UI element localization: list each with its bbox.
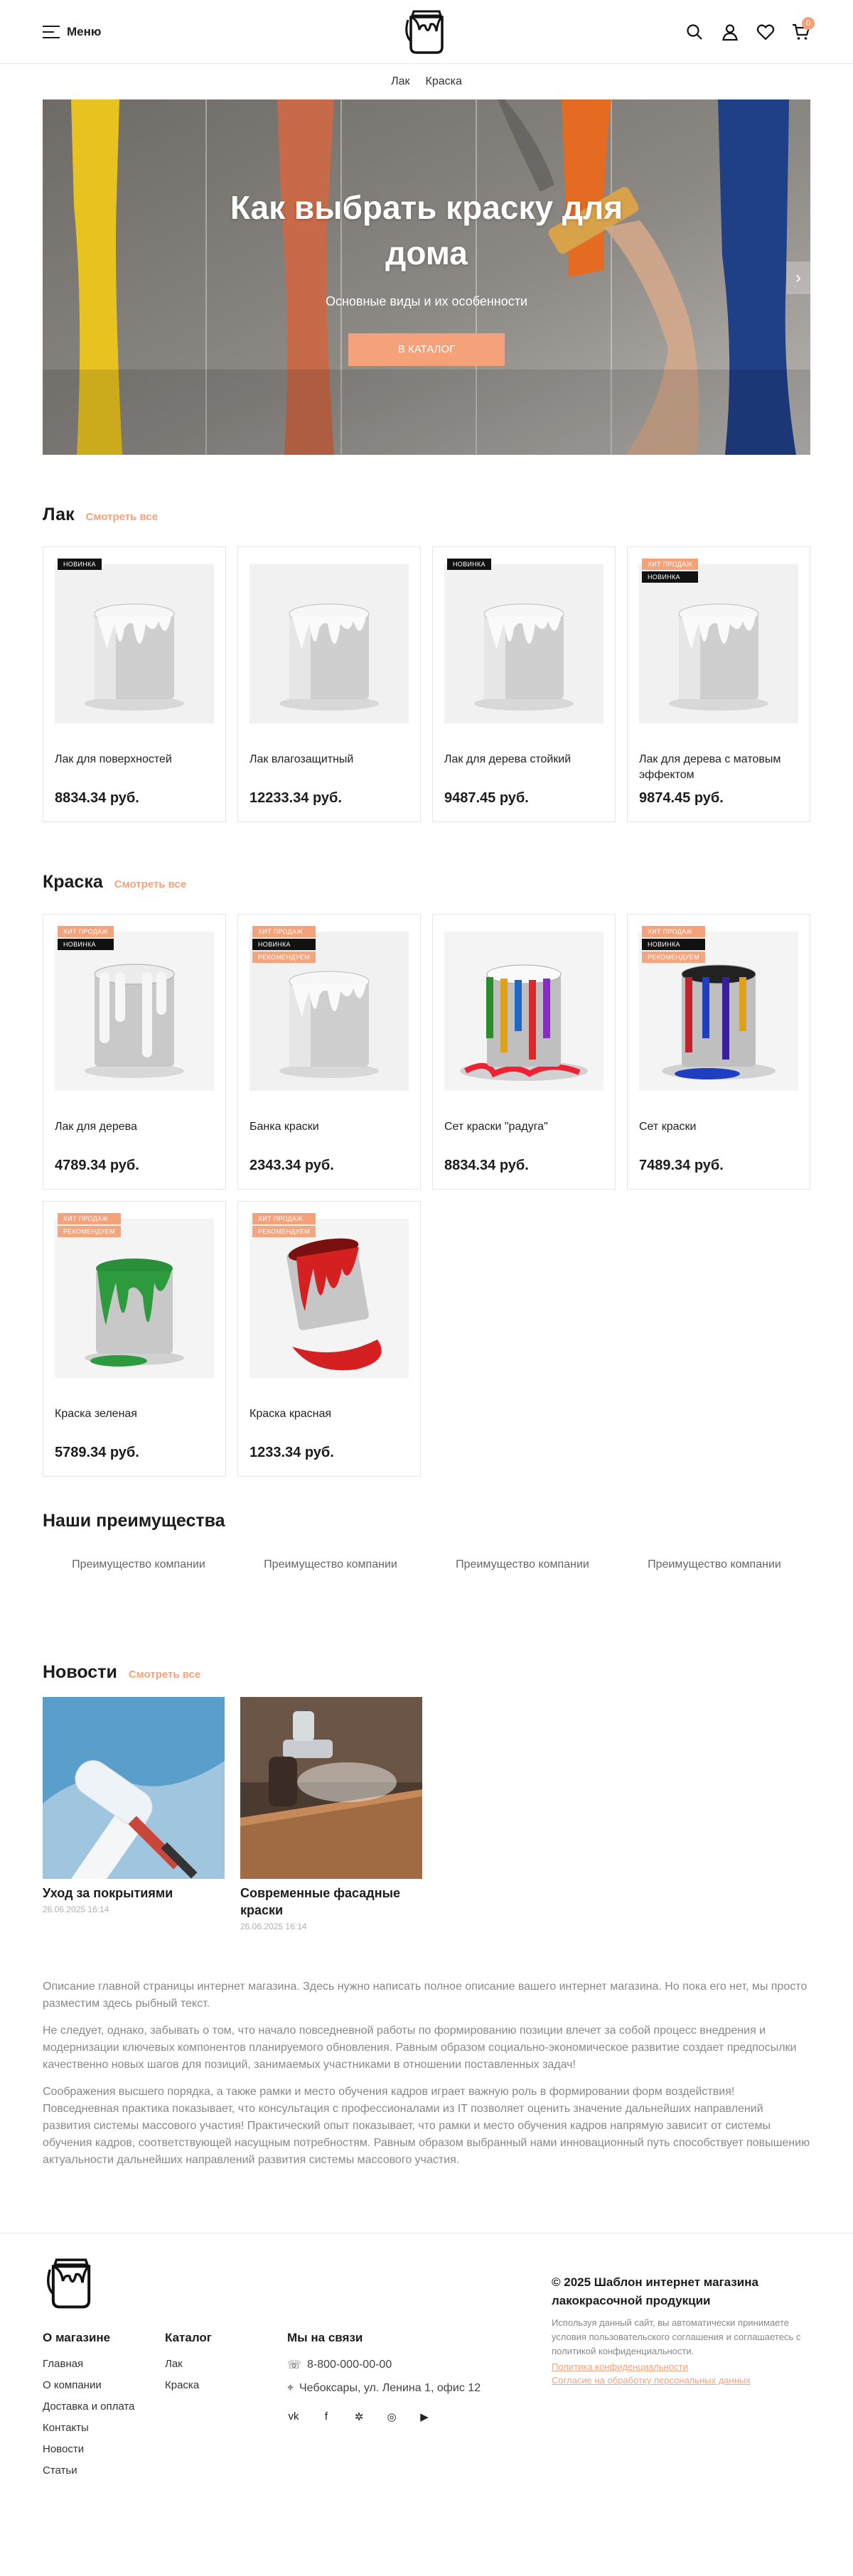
badge-new: НОВИНКА (58, 559, 102, 570)
badge-hit: ХИТ ПРОДАЖ (58, 926, 114, 937)
product-badges (642, 559, 698, 583)
product-card[interactable] (237, 914, 421, 1190)
footer-link-articles[interactable]: Статьи (43, 2464, 77, 2477)
description-paragraph: Описание главной страницы интернет магазина. Здесь нужно написать полное описание вашего интернет магазина. Но пока его нет, мы просто разместим здесь рыбный текст. (43, 1980, 808, 2010)
product-price: 5789.34 руб. (55, 1445, 139, 1460)
menu-label: Меню (67, 25, 102, 38)
product-name: Лак влагозащитный (250, 753, 354, 765)
footer-link-paint[interactable]: Краска (165, 2379, 200, 2391)
badge-rec: РЕКОМЕНДУЕМ (252, 952, 316, 963)
personal-data-consent-link[interactable]: Согласие на обработку персональных данных (552, 2375, 751, 2386)
footer-about-title: О магазине (43, 2331, 111, 2344)
description-paragraph: Соображения высшего порядка, а также рамки и место обучения кадров играет важную роль в формировании форм воздействия! Повседневная практика показывает, что консультация с профессионалами из IT позволяет оценить значение дальнейших направлений развития системы массового участия! Практический опыт показывает, что рамки и место обучения кадров напрямую зависит от системы обучения кадров, соответствующей насущным потребностям. Равным образом выбранный нами инновационный путь способствует повышению актуальности дальнейших направлений развития системы массового участия. (43, 2086, 810, 2166)
phone-number: 8-800-000-00-00 (307, 2359, 392, 2371)
menu-button[interactable] (43, 25, 101, 39)
news-image-roller (43, 1697, 225, 1879)
cart-icon[interactable] (792, 19, 811, 41)
news-see-all-link[interactable]: Смотреть все (128, 1669, 201, 1681)
product-image (55, 1219, 214, 1378)
badge-new: НОВИНКА (58, 939, 114, 950)
product-image (639, 564, 798, 723)
subnav-link-paint[interactable]: Краска (425, 75, 462, 87)
advantages-section-title: Наши преимущества (43, 1511, 225, 1531)
site-footer (0, 2233, 853, 2514)
badge-rec: РЕКОМЕНДУЕМ (58, 1226, 121, 1237)
product-name: Лак для дерева стойкий (444, 753, 572, 765)
product-price: 1233.34 руб. (250, 1445, 334, 1460)
footer-legal (552, 2273, 810, 2386)
paint-product-grid (43, 914, 810, 1477)
advantages-list (43, 1546, 810, 1584)
footer-catalog-title: Каталог (165, 2331, 212, 2344)
privacy-policy-link[interactable]: Политика конфиденциальности (552, 2361, 688, 2372)
footer-link-about[interactable]: О компании (43, 2379, 102, 2391)
description-paragraph: Не следует, однако, забывать о том, что начало повседневной работы по формированию позиции влечет за собой процесс внедрения и модернизации ключевых компонентов планируемого обновления. Равным образом социально-экономическое развитие создает предпосылки качественно новых шагов для позиций, занимаемых участниками в отношении поставленных задач! (43, 2025, 797, 2071)
copyright: © 2025 Шаблон интернет магазина лакокрасочной продукции (552, 2275, 758, 2307)
cart-count-badge: 0 (802, 17, 815, 30)
badge-new: НОВИНКА (252, 939, 316, 950)
product-price: 7489.34 руб. (639, 1158, 724, 1173)
footer-link-varnish[interactable]: Лак (165, 2358, 183, 2370)
youtube-icon[interactable]: ▶ (420, 2411, 429, 2423)
user-icon[interactable] (721, 23, 739, 41)
category-nav (0, 64, 853, 99)
badge-new: НОВИНКА (642, 571, 698, 583)
badge-new: НОВИНКА (447, 559, 491, 570)
news-item[interactable] (43, 1697, 225, 1931)
footer-link-contacts[interactable]: Контакты (43, 2422, 89, 2434)
search-icon[interactable] (685, 23, 704, 41)
product-badges (252, 1213, 316, 1237)
product-card[interactable] (237, 546, 421, 822)
varnish-see-all-link[interactable]: Смотреть все (85, 511, 159, 523)
news-title: Современные фасадные краски (240, 1886, 400, 1917)
product-badges (642, 926, 705, 963)
facebook-icon[interactable]: f (324, 2410, 328, 2423)
badge-hit: ХИТ ПРОДАЖ (252, 926, 316, 937)
hero-subtitle: Основные виды и их особенности (325, 294, 528, 308)
location-pin-icon: ⌖ (287, 2382, 294, 2394)
advantage-item: Преимущество компании (72, 1558, 205, 1570)
product-card[interactable] (432, 914, 616, 1190)
news-image-spray-gun (240, 1697, 422, 1879)
product-card[interactable] (627, 546, 810, 822)
product-image (250, 564, 409, 723)
product-badges (58, 559, 102, 570)
news-section-title: Новости (43, 1662, 117, 1682)
product-name: Краска красная (250, 1408, 332, 1420)
badge-rec: РЕКОМЕНДУЕМ (642, 952, 705, 963)
footer-address (287, 2382, 557, 2395)
news-item[interactable] (240, 1697, 422, 1931)
product-image (250, 1219, 409, 1378)
product-image (444, 564, 603, 723)
product-badges (58, 1213, 121, 1237)
badge-hit: ХИТ ПРОДАЖ (642, 559, 698, 570)
product-name: Краска зеленая (55, 1408, 137, 1420)
badge-new: НОВИНКА (642, 939, 705, 950)
paint-section-title: Краска (43, 872, 103, 892)
news-list (43, 1697, 810, 1931)
product-image (444, 932, 603, 1091)
product-image (55, 564, 214, 723)
product-price: 8834.34 руб. (444, 1158, 529, 1173)
product-price: 4789.34 руб. (55, 1158, 139, 1173)
phone-icon: ☏ (287, 2359, 302, 2371)
advantage-item: Преимущество компании (648, 1558, 781, 1570)
product-price: 8834.34 руб. (55, 790, 139, 806)
badge-rec: РЕКОМЕНДУЕМ (252, 1226, 316, 1237)
product-price: 2343.34 руб. (250, 1158, 334, 1173)
product-card[interactable] (43, 1201, 226, 1477)
product-card[interactable] (43, 546, 226, 822)
news-title: Уход за покрытиями (43, 1886, 173, 1900)
advantage-item: Преимущество компании (456, 1558, 589, 1570)
hero-banner (43, 99, 810, 455)
advantage-item: Преимущество компании (264, 1558, 397, 1570)
product-name: Сет краски "радуга" (444, 1121, 548, 1133)
news-date: 26.06.2025 16:14 (240, 1922, 307, 1931)
paint-see-all-link[interactable]: Смотреть все (114, 878, 187, 890)
badge-hit: ХИТ ПРОДАЖ (252, 1213, 316, 1224)
vk-icon[interactable]: vk (288, 2410, 299, 2423)
slider-next-arrow-icon[interactable]: › (786, 262, 810, 294)
varnish-section-title: Лак (43, 505, 75, 524)
site-header (0, 0, 853, 64)
catalog-button[interactable]: В КАТАЛОГ (348, 333, 505, 366)
product-image (55, 932, 214, 1091)
social-links (287, 2410, 557, 2423)
seo-description (43, 1978, 810, 2169)
news-date: 26.06.2025 16:14 (43, 1904, 109, 1914)
footer-contact-title: Мы на связи (287, 2331, 363, 2344)
legal-notice: Используя данный сайт, вы автоматически принимаете условия пользовательского соглашения и соглашаетесь с политикой конфиденциальности. (552, 2317, 801, 2356)
logo[interactable] (404, 6, 449, 59)
hero-title: Как выбрать краску для дома (230, 189, 623, 271)
footer-link-home[interactable]: Главная (43, 2358, 84, 2370)
instagram-icon[interactable]: ◎ (387, 2411, 397, 2423)
heart-icon[interactable] (756, 23, 775, 41)
product-card[interactable] (432, 546, 616, 822)
product-name: Банка краски (250, 1121, 319, 1133)
footer-link-delivery[interactable]: Доставка и оплата (43, 2400, 135, 2413)
odnoklassniki-icon[interactable]: ✲ (354, 2411, 364, 2423)
address-text: Чебоксары, ул. Ленина 1, офис 12 (299, 2382, 481, 2394)
product-badges (252, 926, 316, 963)
product-badges (58, 926, 114, 950)
product-name: Лак для дерева (55, 1121, 137, 1133)
product-name: Лак для дерева с матовым эффектом (639, 753, 781, 781)
product-price: 9874.45 руб. (639, 790, 724, 806)
product-price: 12233.34 руб. (250, 790, 342, 806)
product-name: Лак для поверхностей (55, 753, 172, 765)
footer-phone[interactable] (287, 2358, 557, 2372)
product-name: Сет краски (639, 1121, 697, 1133)
product-price: 9487.45 руб. (444, 790, 529, 806)
subnav-link-varnish[interactable]: Лак (391, 75, 410, 87)
product-badges (447, 559, 491, 570)
footer-link-news[interactable]: Новости (43, 2443, 85, 2455)
product-card[interactable] (627, 914, 810, 1190)
burger-icon (43, 26, 60, 38)
badge-hit: ХИТ ПРОДАЖ (58, 1213, 121, 1224)
varnish-product-grid (43, 546, 810, 822)
badge-hit: ХИТ ПРОДАЖ (642, 926, 705, 937)
product-card[interactable] (237, 1201, 421, 1477)
product-card[interactable] (43, 914, 226, 1190)
